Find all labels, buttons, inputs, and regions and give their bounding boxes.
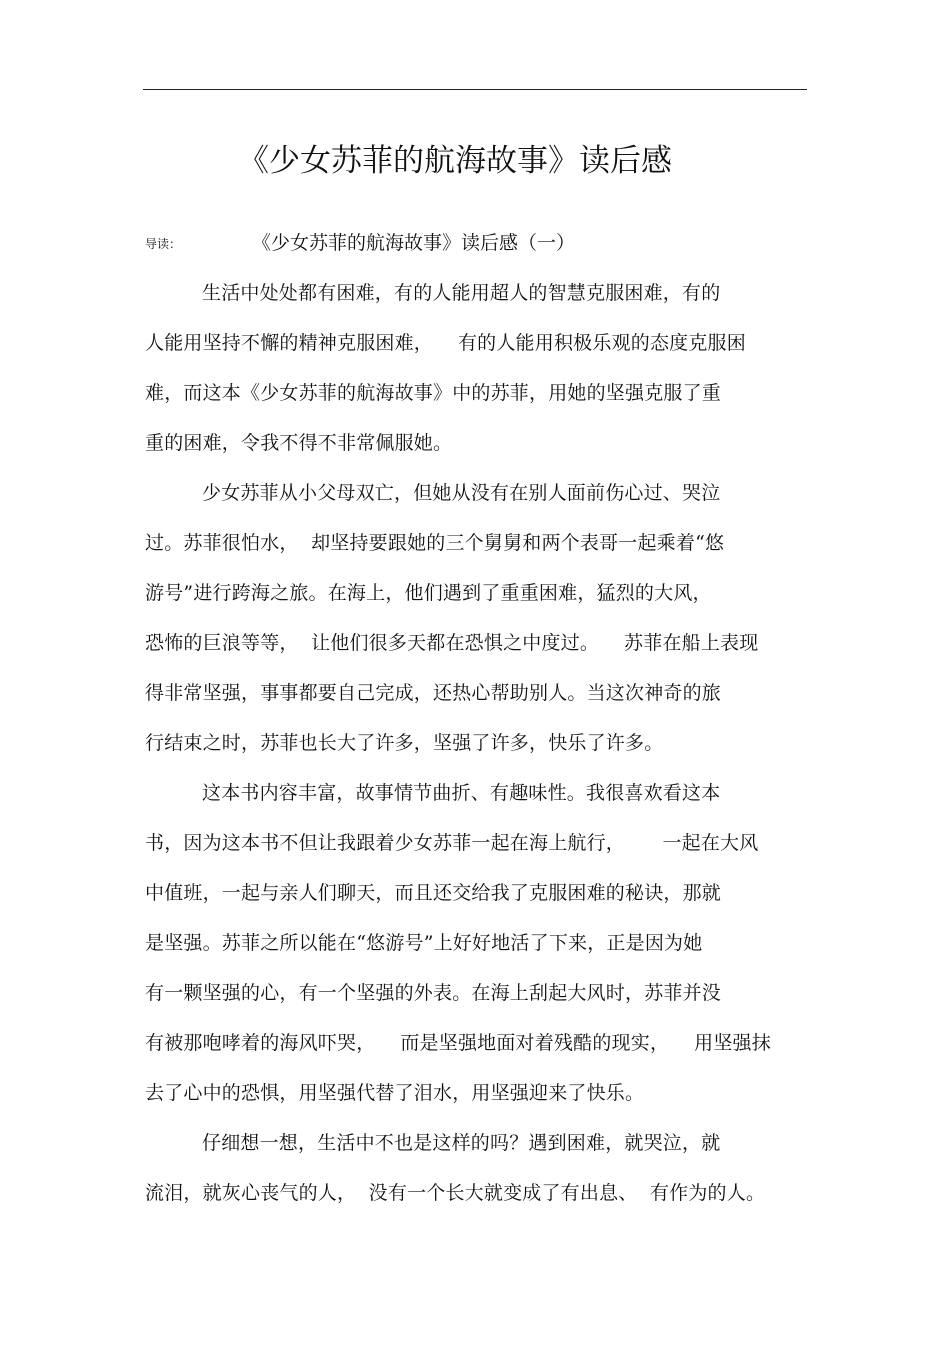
body-line: 少女苏菲从小父母双亡，但她从没有在别人面前伤心过、哭泣 bbox=[202, 482, 721, 504]
body-line: 中值班，一起与亲人们聊天，而且还交给我了克服困难的秘诀，那就 bbox=[145, 882, 722, 904]
body-line: 恐怖的巨浪等等， 让他们很多天都在恐惧之中度过。 苏菲在船上表现 bbox=[145, 632, 759, 654]
document-title: 《少女苏菲的航海故事》读后感 bbox=[238, 143, 672, 179]
body-line: 有被那咆哮着的海风吓哭， 而是坚强地面对着残酷的现实， 用坚强抹 bbox=[145, 1032, 771, 1054]
body-line: 有一颗坚强的心，有一个坚强的外表。在海上刮起大风时，苏菲并没 bbox=[145, 982, 722, 1004]
body-line: 书，因为这本书不但让我跟着少女苏菲一起在海上航行， 一起在大风 bbox=[145, 832, 759, 854]
body-line: 过。苏菲很怕水， 却坚持要跟她的三个舅舅和两个表哥一起乘着“悠 bbox=[145, 532, 725, 554]
header-divider bbox=[143, 89, 807, 90]
body-line: 这本书内容丰富，故事情节曲折、有趣味性。我很喜欢看这本 bbox=[202, 782, 721, 804]
body-line: 流泪，就灰心丧气的人， 没有一个长大就变成了有出息、 有作为的人。 bbox=[145, 1182, 766, 1204]
body-line: 人能用坚持不懈的精神克服困难， 有的人能用积极乐观的态度克服困 bbox=[145, 332, 746, 354]
body-line: 重的困难，令我不得不非常佩服她。 bbox=[145, 432, 453, 454]
body-line: 是坚强。苏菲之所以能在“悠游号”上好好地活了下来，正是因为她 bbox=[145, 932, 703, 954]
body-line: 游号”进行跨海之旅。在海上，他们遇到了重重困难，猛烈的大风， bbox=[145, 582, 712, 604]
body-line: 仔细想一想，生活中不也是这样的吗？遇到困难，就哭泣，就 bbox=[202, 1132, 721, 1154]
body-line: 行结束之时，苏菲也长大了许多，坚强了许多，快乐了许多。 bbox=[145, 732, 664, 754]
body-line: 去了心中的恐惧，用坚强代替了泪水，用坚强迎来了快乐。 bbox=[145, 1082, 645, 1104]
body-line: 得非常坚强，事事都要自己完成，还热心帮助别人。当这次神奇的旅 bbox=[145, 682, 722, 704]
body-line: 难，而这本《少女苏菲的航海故事》中的苏菲，用她的坚强克服了重 bbox=[145, 382, 722, 404]
body-line: 生活中处处都有困难，有的人能用超人的智慧克服困难，有的 bbox=[202, 282, 721, 304]
lead-label: 导读： bbox=[145, 237, 182, 251]
lead-subtitle: 《少女苏菲的航海故事》读后感（一） bbox=[252, 232, 576, 254]
